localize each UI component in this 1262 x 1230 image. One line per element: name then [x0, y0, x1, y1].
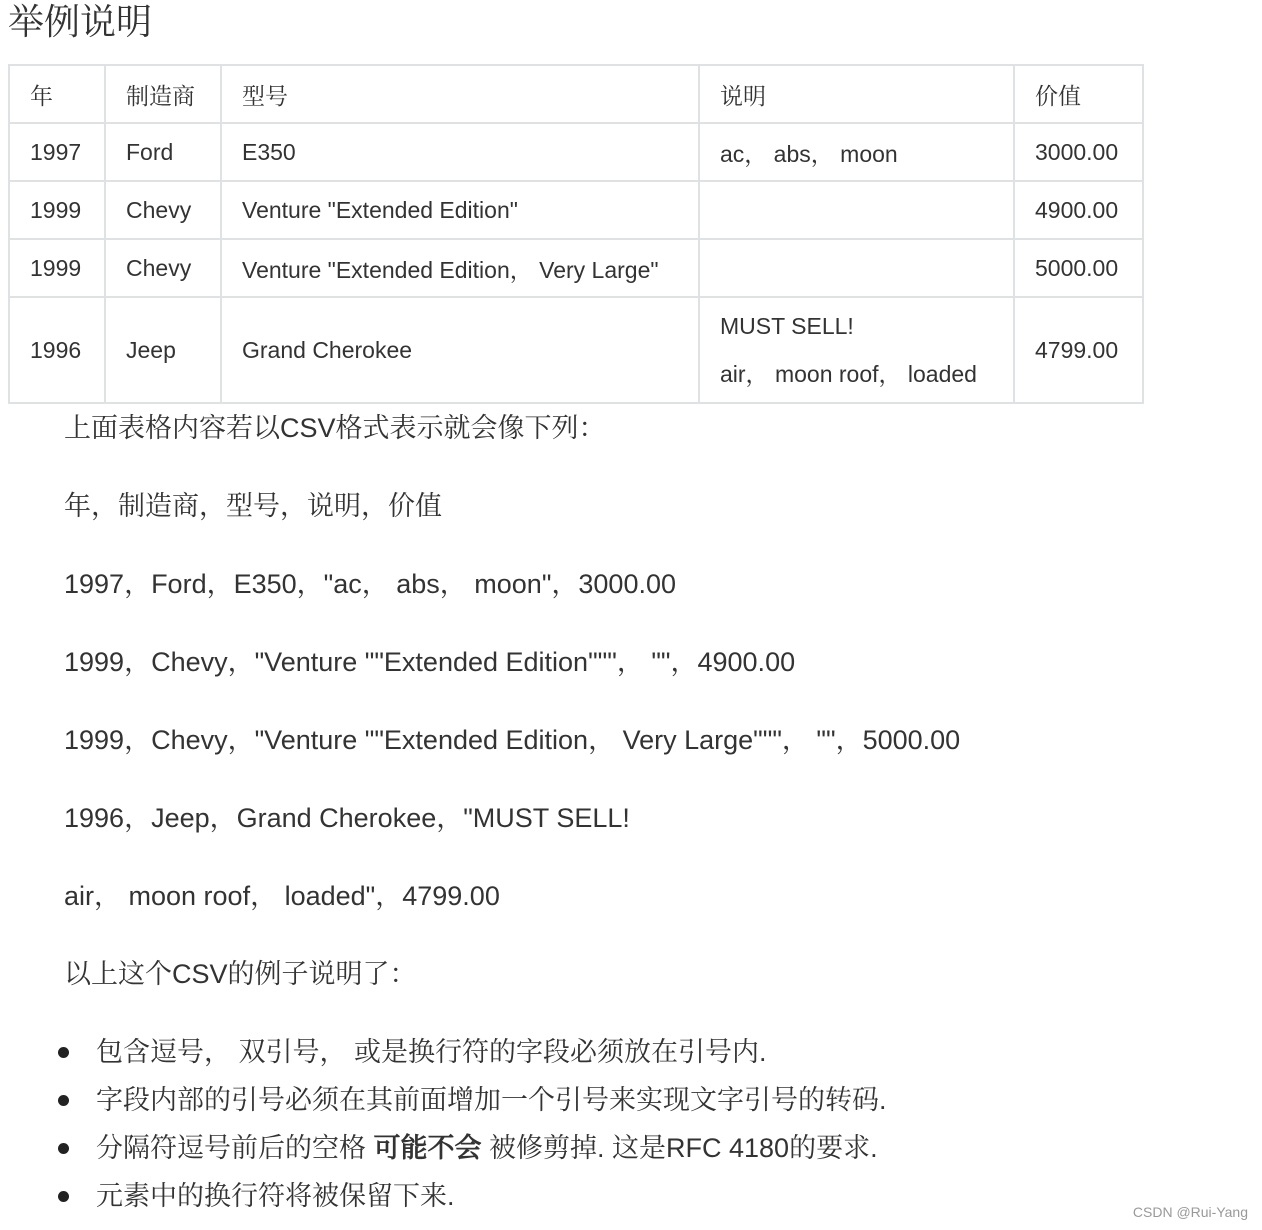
- cell-make: Jeep: [105, 297, 221, 403]
- list-item: [64, 1032, 887, 1080]
- cell-year: 1999: [9, 181, 105, 239]
- notes-list: [64, 1032, 887, 1224]
- cell-model: Venture "Extended Edition， Very Large": [221, 239, 699, 297]
- csv-line-header: 年，制造商，型号，说明，价值: [64, 491, 442, 521]
- table-row: [9, 181, 1143, 239]
- header-make: 制造商: [105, 65, 221, 123]
- section-heading: 举例说明: [8, 1, 153, 42]
- header-model: 型号: [221, 65, 699, 123]
- cell-price: 4799.00: [1014, 297, 1143, 403]
- description-line: air， moon roof， loaded: [720, 361, 977, 387]
- cell-make: Ford: [105, 123, 221, 181]
- summary-intro: 以上这个CSV的例子说明了：: [64, 959, 417, 989]
- list-item: [64, 1128, 887, 1176]
- csv-line: 1999，Chevy，"Venture ""Extended Edition， Very Large"""， ""，5000.00: [64, 725, 961, 755]
- cell-description: [699, 239, 1014, 297]
- table-row: [9, 297, 1143, 403]
- csv-line: air， moon roof， loaded"，4799.00: [64, 881, 500, 911]
- note-text: 元素中的换行符将被保留下来.: [96, 1181, 455, 1211]
- table-row: [9, 239, 1143, 297]
- cell-model: E350: [221, 123, 699, 181]
- note-text: 字段内部的引号必须在其前面增加一个引号来实现文字引号的转码.: [96, 1085, 887, 1115]
- table-row: [9, 123, 1143, 181]
- note-text: 分隔符逗号前后的空格: [96, 1133, 374, 1163]
- cell-price: 4900.00: [1014, 181, 1143, 239]
- cell-year: 1999: [9, 239, 105, 297]
- table-header-row: [9, 65, 1143, 123]
- csv-intro: 上面表格内容若以CSV格式表示就会像下列：: [64, 413, 606, 443]
- cell-description: [699, 181, 1014, 239]
- cell-make: Chevy: [105, 239, 221, 297]
- cell-year: 1996: [9, 297, 105, 403]
- note-text: 包含逗号， 双引号， 或是换行符的字段必须放在引号内.: [96, 1037, 767, 1067]
- list-item: [64, 1176, 887, 1224]
- csv-line: 1999，Chevy，"Venture ""Extended Edition"""， ""，4900.00: [64, 647, 796, 677]
- description-line: MUST SELL!: [720, 313, 854, 339]
- bullet-icon: [58, 1095, 69, 1106]
- bullet-icon: [58, 1191, 69, 1202]
- cell-price: 3000.00: [1014, 123, 1143, 181]
- bullet-icon: [58, 1143, 69, 1154]
- list-item: [64, 1080, 887, 1128]
- cell-description: [699, 297, 1014, 403]
- watermark: CSDN @Rui-Yang: [1132, 1204, 1248, 1220]
- cell-year: 1997: [9, 123, 105, 181]
- cell-model: Venture "Extended Edition": [221, 181, 699, 239]
- note-text: 被修剪掉. 这是RFC 4180的要求.: [481, 1133, 878, 1163]
- header-price: 价值: [1014, 65, 1143, 123]
- csv-line: 1997，Ford，E350，"ac， abs， moon"，3000.00: [64, 569, 676, 599]
- cell-make: Chevy: [105, 181, 221, 239]
- cell-model: Grand Cherokee: [221, 297, 699, 403]
- header-year: 年: [9, 65, 105, 123]
- car-table: [8, 64, 1144, 404]
- header-description: 说明: [699, 65, 1014, 123]
- note-emphasis: 可能不会: [373, 1133, 482, 1163]
- cell-description: ac， abs， moon: [699, 123, 1014, 181]
- cell-price: 5000.00: [1014, 239, 1143, 297]
- bullet-icon: [58, 1047, 69, 1058]
- csv-line: 1996，Jeep，Grand Cherokee，"MUST SELL!: [64, 803, 630, 833]
